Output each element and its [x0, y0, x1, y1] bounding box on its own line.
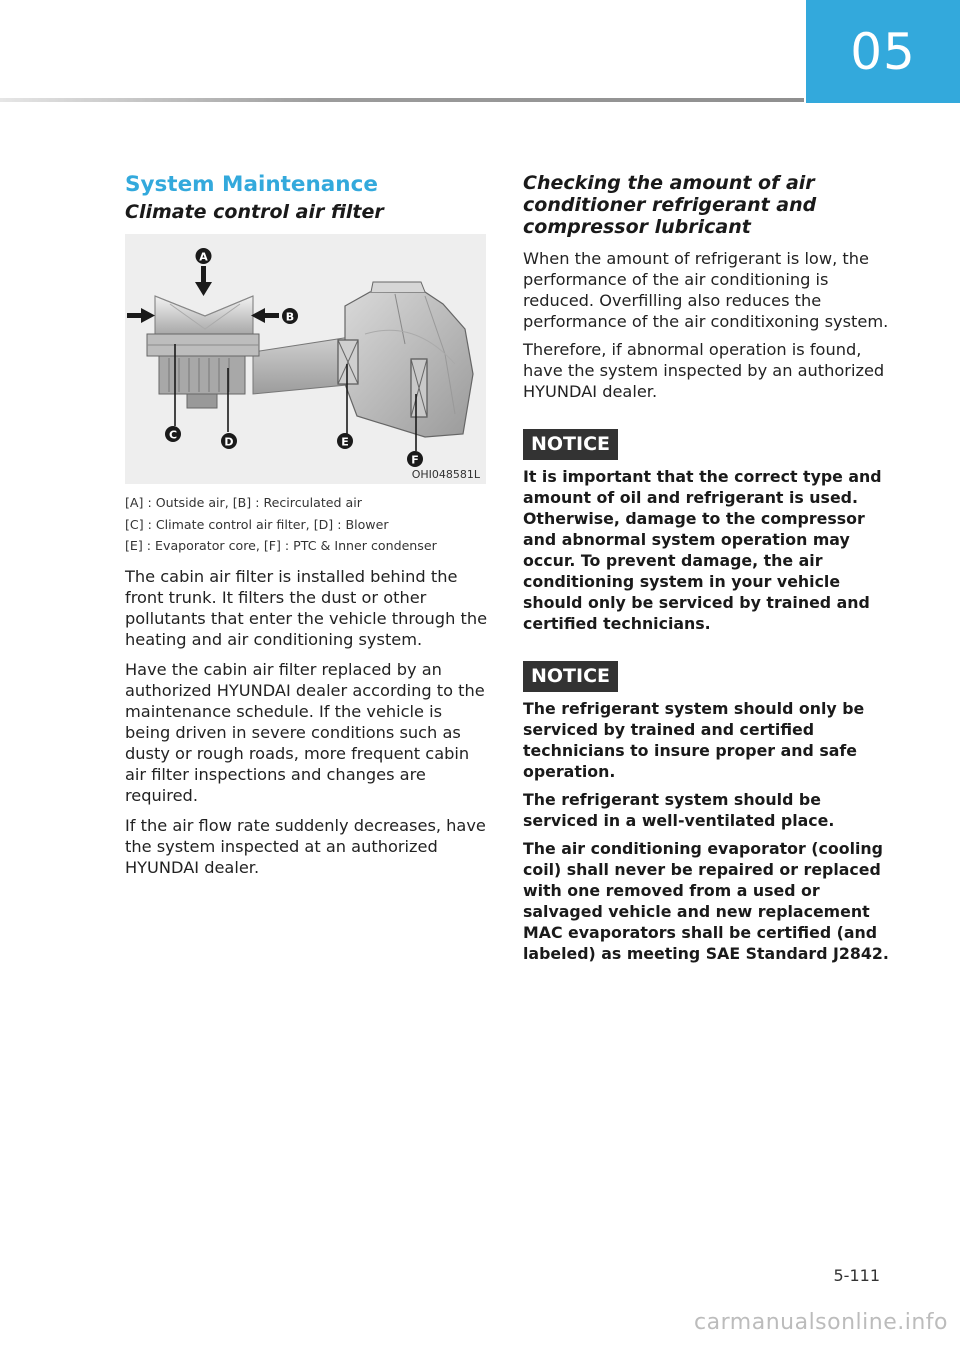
header-rule: [0, 98, 804, 102]
air-filter-diagram: [125, 234, 486, 484]
label-c: C: [168, 428, 178, 442]
watermark: carmanualsonline.info: [694, 1310, 948, 1335]
notice-paragraph: The air conditioning evaporator (cooling coil) shall never be repaired or replaced with one removed from a used or salvaged vehicle and new replacement MAC evaporators shall be certified (and labeled) as meeting SAE Standard J2842.: [523, 839, 889, 963]
chapter-tab: 05: [806, 0, 960, 103]
notice-paragraph: It is important that the correct type and amount of oil and refrigerant is used. Otherwise, damage to the compressor and abnormal system operation may occur. To prevent damage, the air conditioning system in your vehicle should only be serviced by trained and certified technicians.: [523, 467, 882, 633]
label-e: E: [341, 435, 349, 449]
body-paragraph: When the amount of refrigerant is low, the performance of the air conditioning is reduced. Overfilling also reduces the performance of the air conditixoning system.: [523, 249, 889, 331]
body-paragraph: If the air flow rate suddenly decreases, have the system inspected at an authorized HYUNDAI dealer.: [125, 815, 486, 877]
figure-code: OHI048581L: [411, 468, 480, 481]
notice-paragraph: The refrigerant system should be serviced in a well-ventilated place.: [523, 790, 835, 830]
label-a: A: [199, 250, 208, 264]
figure-caption: [125, 492, 490, 557]
notice-badge: NOTICE: [523, 429, 618, 460]
caption-line: [A] : Outside air, [B] : Recirculated air: [125, 495, 362, 510]
right-column: [523, 172, 893, 971]
body-paragraph: Therefore, if abnormal operation is found, have the system inspected by an authorized HYUNDAI dealer.: [523, 340, 885, 401]
label-f: F: [411, 453, 419, 467]
subsection-title: Climate control air filter: [125, 201, 384, 223]
label-d: D: [224, 435, 234, 449]
body-paragraph: The cabin air filter is installed behind the front trunk. It filters the dust or other pollutants that enter the vehicle through the heating and air conditioning system.: [125, 566, 488, 649]
notice-paragraph: The refrigerant system should only be serviced by trained and certified technicians to insure proper and safe operation.: [523, 699, 865, 781]
page-number: 5-111: [833, 1266, 880, 1285]
notice-badge: NOTICE: [523, 661, 618, 692]
hvac-illustration: [125, 234, 486, 484]
section-title: System Maintenance: [125, 172, 378, 197]
label-b: B: [285, 310, 295, 324]
refrigerant-title: Checking the amount of air conditioner refrigerant and compressor lubricant: [523, 172, 817, 238]
caption-line: [E] : Evaporator core, [F] : PTC & Inner condenser: [125, 538, 437, 553]
left-column: [125, 170, 490, 878]
body-paragraph: Have the cabin air filter replaced by an authorized HYUNDAI dealer according to the maintenance schedule. If the vehicle is being driven in severe conditions such as dusty or rough roads, more frequent cabin air filter inspections and changes are required.: [125, 659, 485, 805]
caption-line: [C] : Climate control air filter, [D] : Blower: [125, 516, 389, 532]
